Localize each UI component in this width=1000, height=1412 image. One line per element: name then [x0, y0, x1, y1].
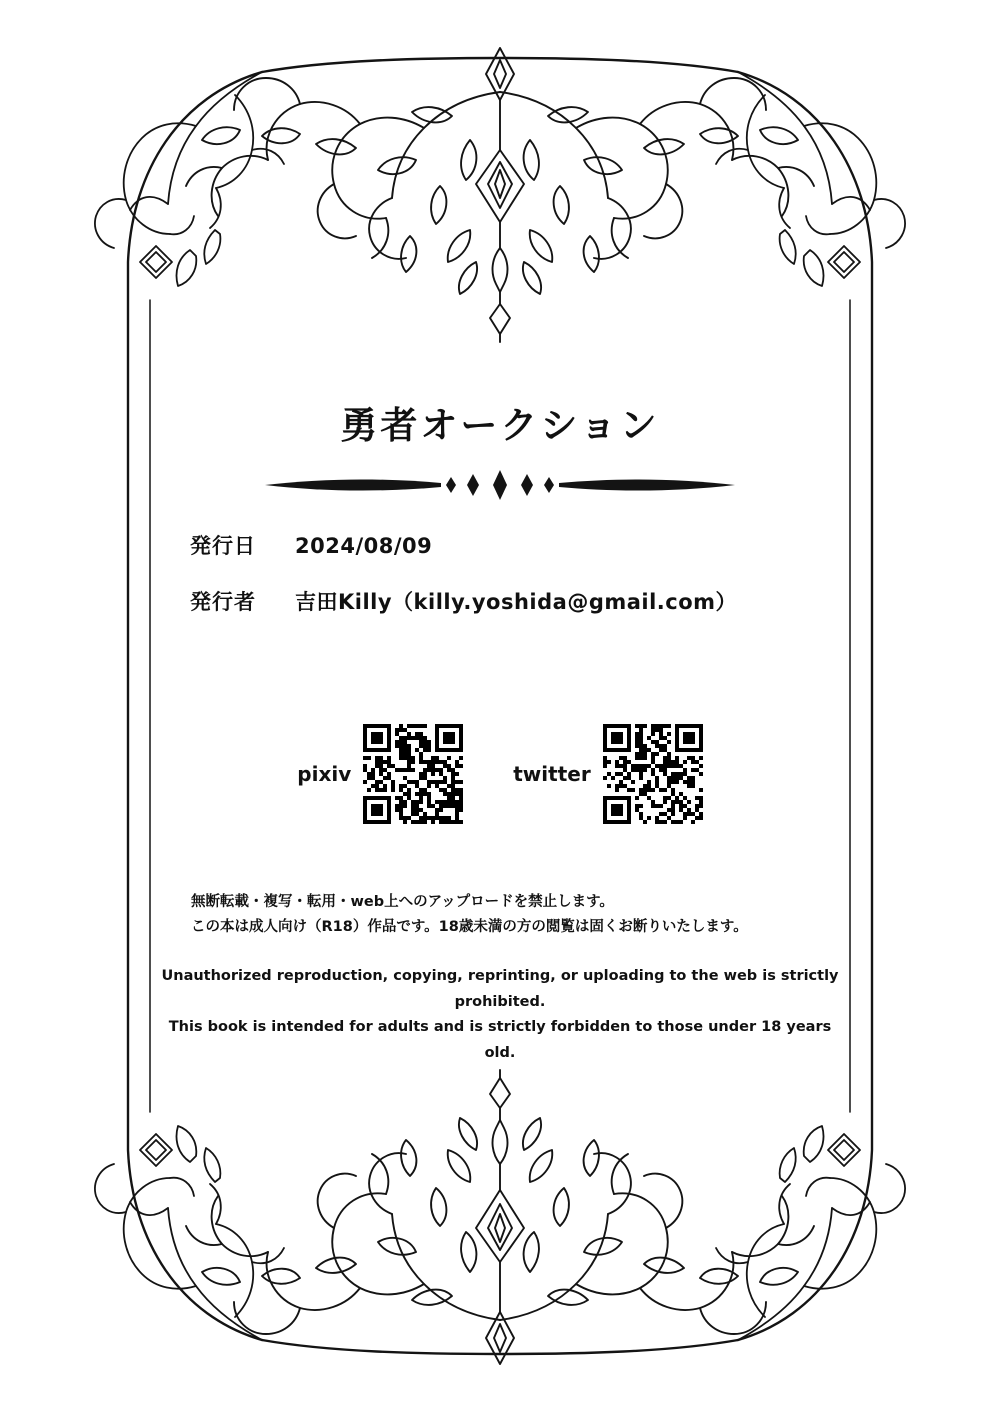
publish-date-value: 2024/08/09 [295, 533, 433, 558]
meta-row [190, 586, 810, 616]
notice-english [160, 964, 840, 1066]
qr-item-pixiv[interactable] [297, 724, 463, 824]
publish-date-label: 発行日 [190, 533, 256, 558]
publication-meta [190, 530, 810, 642]
meta-row [190, 530, 810, 560]
publisher-value: 吉田Killy（killy.yoshida@gmail.com） [295, 589, 738, 614]
ornamental-divider [265, 468, 735, 502]
qr-code-icon-twitter[interactable] [603, 724, 703, 824]
notice-jp-line-1: 無断転載・複写・転用・web上へのアップロードを禁止します。 [191, 893, 614, 910]
qr-code-icon-pixiv[interactable] [363, 724, 463, 824]
notice-jp-line-2: この本は成人向け（R18）作品です。18歳未満の方の閲覧は固くお断りいたします。 [191, 919, 748, 936]
notice-en-line-2: This book is intended for adults and is strictly forbidden to those under 18 years old. [168, 1019, 832, 1061]
qr-label-twitter: twitter [513, 761, 591, 786]
notice-japanese [189, 890, 811, 941]
qr-item-twitter[interactable] [513, 724, 702, 824]
qr-label-pixiv: pixiv [297, 761, 352, 786]
publisher-label: 発行者 [190, 589, 256, 614]
page-title: 勇者オークション [340, 403, 660, 447]
notice-en-line-1: Unauthorized reproduction, copying, reprinting, or uploading to the web is strictly prohibited. [161, 968, 839, 1010]
qr-code-block [297, 724, 702, 824]
